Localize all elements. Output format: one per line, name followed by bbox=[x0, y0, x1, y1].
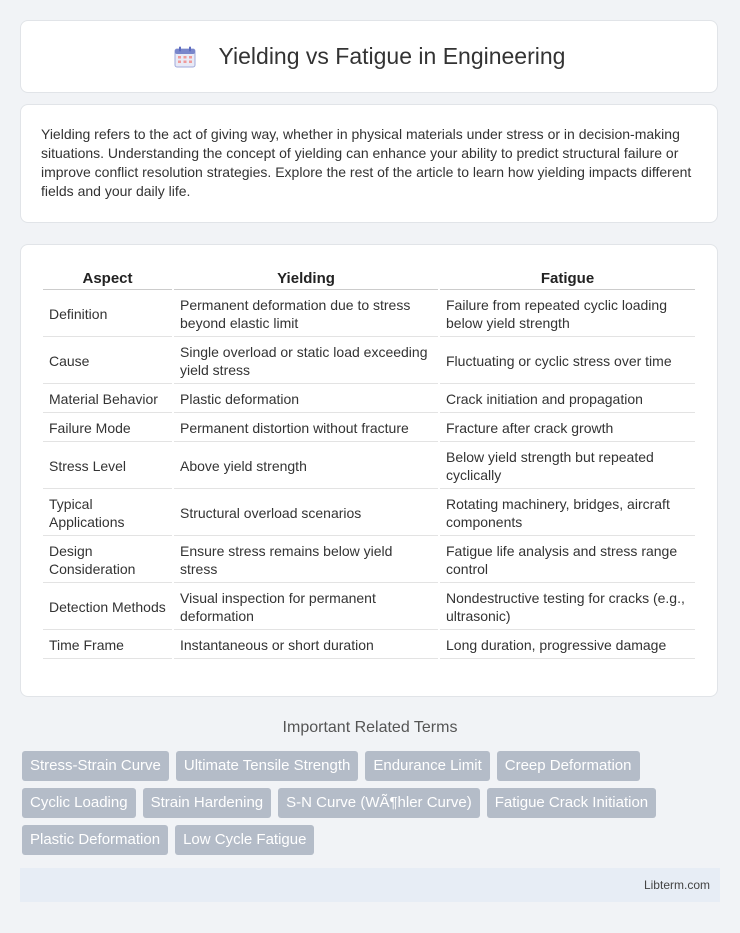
comparison-table bbox=[41, 265, 697, 661]
related-term-tag[interactable]: Plastic Deformation bbox=[22, 825, 168, 855]
intro-text: Yielding refers to the act of giving way, whether in physical materials under stress or in decision-making situations. Understanding the concept of yielding can enhance your ability to predict structural failure or improve conflict resolution strategies. Explore the rest of the article to learn how yielding impacts different fields and your daily life. bbox=[41, 126, 692, 199]
aspect-cell: Failure Mode bbox=[43, 415, 172, 442]
table-row bbox=[43, 491, 695, 536]
aspect-cell: Time Frame bbox=[43, 632, 172, 659]
footer bbox=[20, 868, 720, 902]
related-terms-list bbox=[22, 751, 722, 855]
header-card bbox=[20, 20, 718, 93]
fatigue-cell: Fracture after crack growth bbox=[440, 415, 695, 442]
related-term-tag[interactable]: Creep Deformation bbox=[497, 751, 640, 781]
table-row bbox=[43, 292, 695, 337]
fatigue-cell: Long duration, progressive damage bbox=[440, 632, 695, 659]
yielding-cell: Permanent deformation due to stress beyond elastic limit bbox=[174, 292, 438, 337]
fatigue-cell: Fatigue life analysis and stress range control bbox=[440, 538, 695, 583]
aspect-cell: Design Consideration bbox=[43, 538, 172, 583]
related-term-tag[interactable]: Stress-Strain Curve bbox=[22, 751, 169, 781]
intro-card bbox=[20, 104, 718, 223]
yielding-cell: Plastic deformation bbox=[174, 386, 438, 413]
header-fatigue: Fatigue bbox=[440, 267, 695, 290]
table-row bbox=[43, 585, 695, 630]
related-term-tag[interactable]: Fatigue Crack Initiation bbox=[487, 788, 656, 818]
fatigue-cell: Failure from repeated cyclic loading below yield strength bbox=[440, 292, 695, 337]
aspect-cell: Stress Level bbox=[43, 444, 172, 489]
related-term-tag[interactable]: Low Cycle Fatigue bbox=[175, 825, 314, 855]
table-row bbox=[43, 538, 695, 583]
yielding-cell: Single overload or static load exceeding yield stress bbox=[174, 339, 438, 384]
aspect-cell: Cause bbox=[43, 339, 172, 384]
table-row bbox=[43, 632, 695, 659]
table-row bbox=[43, 339, 695, 384]
page-title: Yielding vs Fatigue in Engineering bbox=[218, 43, 566, 69]
table-header-row bbox=[43, 267, 695, 290]
yielding-cell: Instantaneous or short duration bbox=[174, 632, 438, 659]
header-yielding: Yielding bbox=[174, 267, 438, 290]
yielding-cell: Permanent distortion without fracture bbox=[174, 415, 438, 442]
footer-brand-link[interactable]: Libterm.com bbox=[643, 878, 710, 892]
fatigue-cell: Fluctuating or cyclic stress over time bbox=[440, 339, 695, 384]
table-row bbox=[43, 386, 695, 413]
related-term-tag[interactable]: Endurance Limit bbox=[365, 751, 489, 781]
aspect-cell: Material Behavior bbox=[43, 386, 172, 413]
fatigue-cell: Crack initiation and propagation bbox=[440, 386, 695, 413]
yielding-cell: Ensure stress remains below yield stress bbox=[174, 538, 438, 583]
calendar-icon bbox=[173, 45, 197, 69]
yielding-cell: Visual inspection for permanent deformation bbox=[174, 585, 438, 630]
fatigue-cell: Rotating machinery, bridges, aircraft components bbox=[440, 491, 695, 536]
fatigue-cell: Below yield strength but repeated cyclically bbox=[440, 444, 695, 489]
related-term-tag[interactable]: Strain Hardening bbox=[143, 788, 272, 818]
aspect-cell: Definition bbox=[43, 292, 172, 337]
fatigue-cell: Nondestructive testing for cracks (e.g., ultrasonic) bbox=[440, 585, 695, 630]
header-aspect: Aspect bbox=[43, 267, 172, 290]
comparison-card bbox=[20, 244, 718, 697]
related-term-tag[interactable]: Ultimate Tensile Strength bbox=[176, 751, 358, 781]
table-row bbox=[43, 444, 695, 489]
related-term-tag[interactable]: S-N Curve (WÃ¶hler Curve) bbox=[278, 788, 480, 818]
table-row bbox=[43, 415, 695, 442]
related-terms-title: Important Related Terms bbox=[282, 719, 458, 736]
aspect-cell: Typical Applications bbox=[43, 491, 172, 536]
yielding-cell: Structural overload scenarios bbox=[174, 491, 438, 536]
related-term-tag[interactable]: Cyclic Loading bbox=[22, 788, 136, 818]
aspect-cell: Detection Methods bbox=[43, 585, 172, 630]
yielding-cell: Above yield strength bbox=[174, 444, 438, 489]
